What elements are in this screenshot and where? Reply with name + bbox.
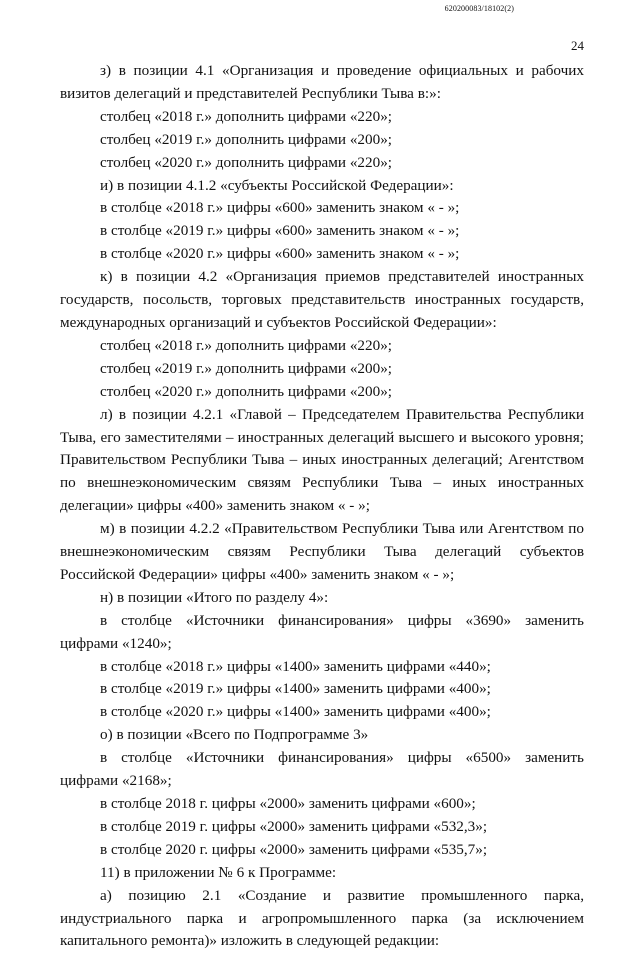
paragraph-o: о) в позиции «Всего по Подпрограмме 3» xyxy=(100,726,369,744)
line-item: в столбце «Источники финансирования» цифры «3690» заменить цифрами «1240»; xyxy=(60,611,584,652)
line-item: в столбце «2018 г.» цифры «600» заменить знаком « - »; xyxy=(100,199,460,217)
line-item: в столбце 2020 г. цифры «2000» заменить цифрами «535,7»; xyxy=(100,840,488,858)
line-item: в столбце 2019 г. цифры «2000» заменить цифрами «532,3»; xyxy=(100,817,488,835)
line-item: в столбце «Источники финансирования» цифры «6500» заменить цифрами «2168»; xyxy=(60,749,584,790)
document-id: 620200083/18102(2) xyxy=(444,4,514,13)
paragraph-m: м) в позиции 4.2.2 «Правительством Республики Тыва или Агентством по внешнеэкономическим связям Республики Тыва делегаций субъектов Российской Федерации» цифры «400» заменить знаком « - »; xyxy=(60,520,584,583)
line-item: в столбце «2020 г.» цифры «600» заменить знаком « - »; xyxy=(100,245,460,263)
line-item: столбец «2020 г.» дополнить цифрами «220»; xyxy=(100,153,393,171)
line-item: в столбце «2019 г.» цифры «1400» заменить цифрами «400»; xyxy=(100,680,491,698)
line-item: в столбце «2019 г.» цифры «600» заменить знаком « - »; xyxy=(100,222,460,240)
paragraph-i: и) в позиции 4.1.2 «субъекты Российской Федерации»: xyxy=(100,176,454,194)
paragraph-n: н) в позиции «Итого по разделу 4»: xyxy=(100,588,329,606)
line-item: столбец «2019 г.» дополнить цифрами «200»; xyxy=(100,359,393,377)
line-item: в столбце 2018 г. цифры «2000» заменить цифрами «600»; xyxy=(100,795,476,812)
paragraph-z: з) в позиции 4.1 «Организация и проведение официальных и рабочих визитов делегаций и представителей Республики Тыва в:»: xyxy=(60,62,584,102)
paragraph-a: а) позицию 2.1 «Создание и развитие промышленного парка, индустриального парка и агропромышленного парка (за исключением капитального ремонта)» изложить в следующей редакции: xyxy=(60,886,584,950)
line-item: столбец «2018 г.» дополнить цифрами «220»; xyxy=(100,107,393,125)
line-item: в столбце «2020 г.» цифры «1400» заменить цифрами «400»; xyxy=(100,703,491,721)
paragraph-11: 11) в приложении № 6 к Программе: xyxy=(100,863,337,881)
line-item: столбец «2020 г.» дополнить цифрами «200»; xyxy=(100,382,393,400)
document-body xyxy=(60,60,584,953)
line-item: столбец «2018 г.» дополнить цифрами «220»; xyxy=(100,336,393,354)
paragraph-l: л) в позиции 4.2.1 «Главой – Председателем Правительства Республики Тыва, его заместителями – иностранных делегаций высшего и высокого уровня; Правительством Республики Тыва – иных иностранных делегаций; Агентством по внешнеэкономическим связям Республики Тыва – иных иностранных делегации» цифры «400» заменить знаком « - »; xyxy=(60,405,584,515)
line-item: столбец «2019 г.» дополнить цифрами «200»; xyxy=(100,130,393,148)
line-item: в столбце «2018 г.» цифры «1400» заменить цифрами «440»; xyxy=(100,657,491,675)
page-number: 24 xyxy=(571,38,584,53)
paragraph-k: к) в позиции 4.2 «Организация приемов представителей иностранных государств, посольств, торговых представительств иностранных государств, международных организаций и субъектов Российской Федерации»: xyxy=(60,268,584,331)
